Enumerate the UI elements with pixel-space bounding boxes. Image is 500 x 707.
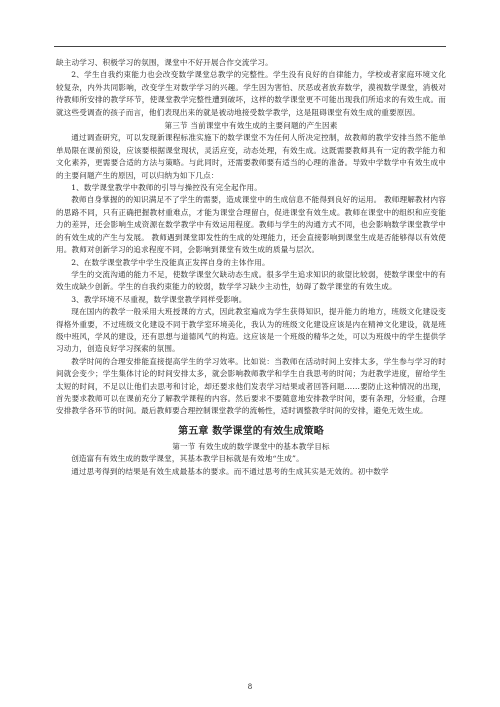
paragraph: 教师自身掌握的的知识满足不了学生的需要，造成课堂中的生成信息不能得到良好的运用。 教师理解教材内容的思路不同，只有正确把握教材重难点，才能为课堂合理留白，促进课堂有效生成。教师在课堂中的组织和应变能力的差异，还会影响生成资源在数学教学中有效运用程度。教师与学生的沟通方式不同，也会影响数学课堂教学中的有效生成的产生与发展。 教师遇到课堂即发性的生成的处理能力，还会直接影响到课堂生成是否能够得以有效使用。教师对创新学习的追求程度不同，会影响到课堂有效生成的质量与层次。 <box>56 195 446 255</box>
paragraph: 通过调查研究，可以发现新课程标准实施下的数学课堂不为任何人所决定控制，故教师的教学安排当然不能单单局限在课前预设，应该要根据课堂现状，灵活应变，动态处理，有效生成。这既需要教师具有一定的教学能力和文化素养，更需要合适的方法与策略。与此同时，还需要教师要有适当的心理的准备。导致中学数学中有效生成中的主要问题产生的原因，可以归纳为如下几点： <box>56 133 446 180</box>
paragraph: 2、学生自我约束能力也会改变数学课堂总教学的完整性。学生没有良好的自律能力，学校或者家庭环境文化较复杂，内外共同影响，改变学生对数学学习的兴趣。学生因为害怕、厌恶或者放弃数学，漠视数学课堂，消极对待教师所安排的教学环节，使课堂教学完整性遭到破坏，这样的数学课堂更不可能出现我们所追求的有效生成。而就这些受调查的孩子而言，他们表现出来的就是被动地接受数学教学，这是阻碍课堂有效生成的重要原因。 <box>56 70 446 117</box>
header-rule <box>54 46 446 47</box>
page-number: 8 <box>247 683 253 691</box>
chapter-heading: 第五章 数学课堂的有效生成策略 <box>178 425 324 437</box>
list-heading: 2、在数学课堂教学中学生没能真正发挥自身的主体作用。 <box>71 257 270 267</box>
list-heading: 1、数学课堂教学中教师的引导与操控没有完全起作用。 <box>71 183 263 193</box>
paragraph: 通过思考得到的结果是有效生成最基本的要求。而不通过思考的生成其实是无效的。初中数学 <box>71 466 389 476</box>
document-body <box>56 57 446 478</box>
list-heading: 3、教学环境不尽重视，数学课堂教学同样受影响。 <box>71 294 247 304</box>
paragraph: 创造富有有效生成的数学课堂，其基本教学目标就是有效地“生成”。 <box>71 454 304 464</box>
section-heading: 第三节 当前课堂中有效生成的主要问题的产生因素 <box>164 121 338 131</box>
paragraph: 学生的交流沟通的能力不足，使数学课堂欠缺动态生成。很多学生追求知识的欲望比较弱，使数学课堂中的有效生成缺少创新。学生的自我约束能力的较弱，数学学习缺少主动性，妨碍了数学课堂的有效生成。 <box>56 269 446 292</box>
paragraph: 教学时间的合理安排能直接提高学生的学习效率。比如说：当教师在活动时间上安排太多，学生参与学习的时间就会变少；学生集体讨论的时间安排太多，就会影响教师教学和学生自我思考的时间；为赶教学进度，留给学生太短的时间，不足以让他们去思考和讨论，却还要求他们发表学习结果或者回答问题……要防止这种情况的出现，首先要求教师可以在课前充分了解教学课程的内容。然后要求不要随意地安排教学时间，要有条理，分轻重，合理安排教学各环节的时间。最后教师要合理控制课堂教学的流畅性，适时调整教学时间的安排，避免无效生成。 <box>56 356 446 416</box>
paragraph: 缺主动学习、积极学习的氛围，课堂中不好开展合作交流学习。 <box>56 58 273 67</box>
paragraph: 现在国内的教学一般采用大班授课的方式，因此教室遍成为学生获得知识，提升能力的地方，班级文化建设变得格外重要，不过班级文化建设不同于教学室环境美化，我认为的班级文化建设应该是内在精神文化建设，就是班级中班风，学风的建设，还有思想与道德风气的构造。这应该是一个班级的精华之处，可以为班级中的学生提供学习动力，创造良好学习探索的氛围。 <box>56 307 446 354</box>
section-heading: 第一节 有效生成的数学课堂中的基本教学目标 <box>172 441 330 451</box>
